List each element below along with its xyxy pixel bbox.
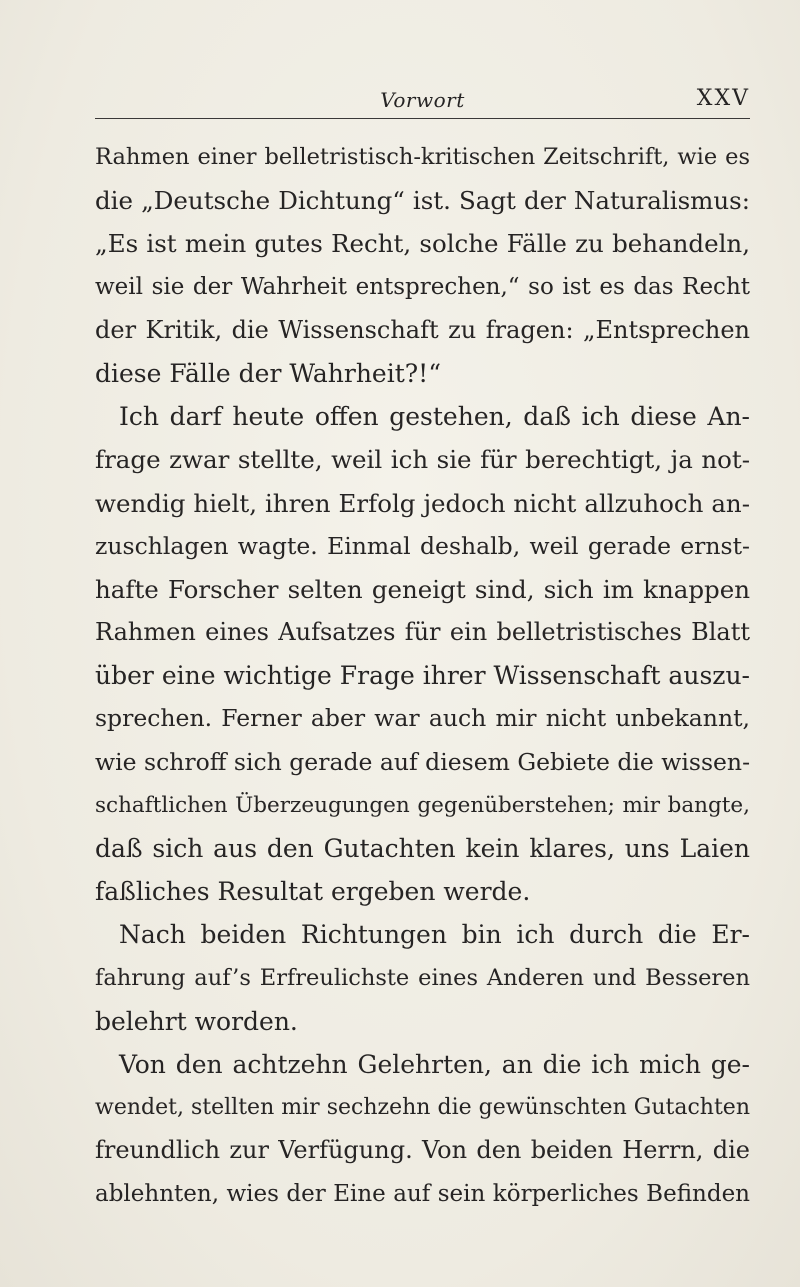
text-line: Rahmen eines Aufsatzes für ein belletristisches Blatt (95, 618, 750, 647)
text-line: fahrung auf’s Erfreulichste eines Anderen und Besseren (95, 964, 750, 991)
running-head: Vorwort (380, 88, 465, 112)
text-line: wendig hielt, ihren Erfolg jedoch nicht allzuhoch an- (95, 488, 750, 518)
text-line: Ich darf heute offen gestehen, daß ich diese An- (119, 402, 750, 432)
text-line: diese Fälle der Wahrheit?!“ (95, 358, 441, 388)
text-line: zuschlagen wagte. Einmal deshalb, weil gerade ernst- (95, 531, 750, 560)
text-line: Nach beiden Richtungen bin ich durch die Er- (119, 920, 750, 950)
text-line: freundlich zur Verfügung. Von den beiden Herrn, die (95, 1136, 750, 1165)
text-line: wendet, stellten mir sechzehn die gewünschten Gutachten (95, 1095, 750, 1121)
text-line: frage zwar stellte, weil ich sie für berechtigt, ja not- (95, 445, 750, 475)
text-line: die „Deutsche Dichtung“ ist. Sagt der Naturalismus: (95, 186, 750, 216)
text-line: über eine wichtige Frage ihrer Wissenschaft auszu- (95, 661, 750, 691)
text-line: „Es ist mein gutes Recht, solche Fälle zu behandeln, (95, 229, 750, 259)
text-line: schaftlichen Überzeugungen gegenüberstehen; mir bangte, (95, 792, 750, 818)
body-text (95, 136, 750, 1216)
text-line: daß sich aus den Gutachten kein klares, uns Laien (95, 834, 750, 863)
text-line: sprechen. Ferner aber war auch mir nicht unbekannt, (95, 704, 750, 733)
text-line: Rahmen einer belletristisch-kritischen Zeitschrift, wie es (95, 144, 750, 170)
page-header (95, 84, 750, 124)
text-line: hafte Forscher selten geneigt sind, sich im knappen (95, 574, 750, 604)
page-number: XXV (696, 86, 750, 111)
text-line: faßliches Resultat ergeben werde. (95, 877, 531, 907)
text-line: weil sie der Wahrheit entsprechen,“ so ist es das Recht (95, 273, 750, 300)
text-line: Von den achtzehn Gelehrten, an die ich mich ge- (119, 1049, 750, 1079)
text-line: belehrt worden. (95, 1006, 298, 1036)
text-line: ablehnten, wies der Eine auf sein körperliches Befinden (95, 1180, 750, 1207)
text-line: der Kritik, die Wissenschaft zu fragen: „Entsprechen (95, 315, 750, 344)
header-rule (95, 118, 750, 119)
text-line: wie schroff sich gerade auf diesem Gebiete die wissen- (95, 747, 751, 776)
